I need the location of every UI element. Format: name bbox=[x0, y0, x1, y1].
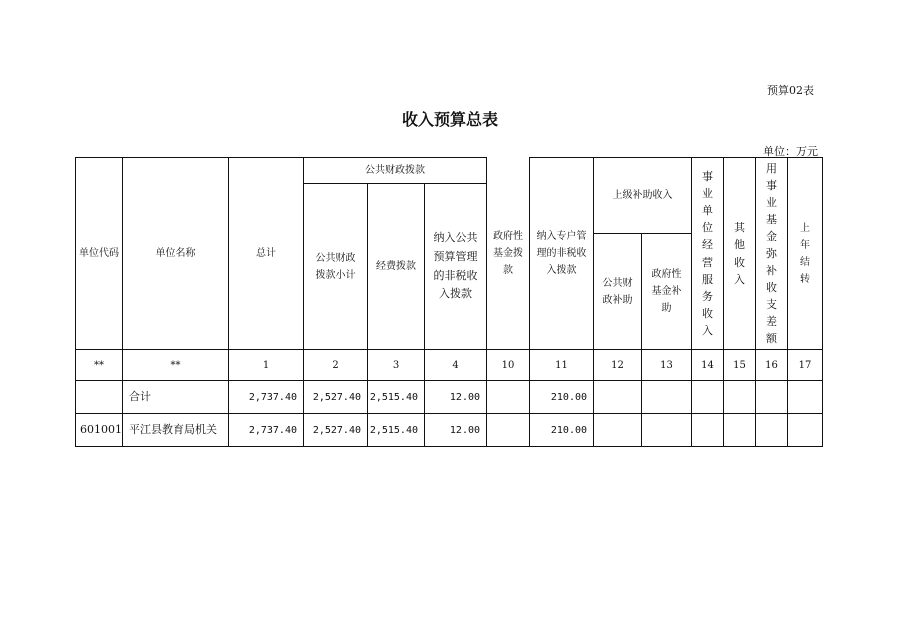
index-row bbox=[76, 350, 823, 381]
index-cell: ** bbox=[123, 350, 229, 381]
index-cell: ** bbox=[76, 350, 123, 381]
header-upper-group: 上级补助收入 bbox=[594, 158, 692, 234]
cell-carryover bbox=[788, 381, 823, 414]
cell-code: 601001 bbox=[76, 414, 123, 447]
index-cell: 17 bbox=[788, 350, 823, 381]
header-name: 单位名称 bbox=[123, 158, 229, 350]
cell-gov-fund-subsidy bbox=[642, 414, 692, 447]
unit-label: 单位：万元 bbox=[763, 145, 818, 158]
cell-fund-make-up bbox=[756, 414, 788, 447]
cell-gov-fund bbox=[487, 381, 530, 414]
cell-public-subsidy bbox=[594, 381, 642, 414]
cell-carryover bbox=[788, 414, 823, 447]
cell-public-subsidy bbox=[594, 414, 642, 447]
table-row-total bbox=[76, 381, 823, 414]
cell-name: 合计 bbox=[123, 381, 229, 414]
index-cell: 11 bbox=[530, 350, 594, 381]
cell-public-subtotal: 2,527.40 bbox=[304, 381, 368, 414]
index-cell: 10 bbox=[487, 350, 530, 381]
header-other: 其他收入 bbox=[724, 158, 756, 350]
cell-total: 2,737.40 bbox=[229, 414, 304, 447]
cell-special-nontax: 210.00 bbox=[530, 414, 594, 447]
header-gov-fund-subsidy: 政府性基金补助 bbox=[642, 234, 692, 350]
index-cell: 3 bbox=[368, 350, 425, 381]
header-business: 事业单位经营服务收入 bbox=[692, 158, 724, 350]
index-cell: 15 bbox=[724, 350, 756, 381]
cell-name: 平江县教育局机关 bbox=[123, 414, 229, 447]
index-cell: 12 bbox=[594, 350, 642, 381]
cell-public-subtotal: 2,527.40 bbox=[304, 414, 368, 447]
index-cell: 14 bbox=[692, 350, 724, 381]
cell-other bbox=[724, 414, 756, 447]
cell-code bbox=[76, 381, 123, 414]
header-expense: 经费拨款 bbox=[368, 184, 425, 350]
cell-business bbox=[692, 414, 724, 447]
header-carryover: 上年结转 bbox=[788, 158, 823, 350]
cell-gov-fund bbox=[487, 414, 530, 447]
header-special-nontax: 纳入专户管理的非税收入拨款 bbox=[530, 158, 594, 350]
header-budget-nontax: 纳入公共预算管理的非税收入拨款 bbox=[425, 184, 487, 350]
index-cell: 1 bbox=[229, 350, 304, 381]
page-title: 收入预算总表 bbox=[401, 110, 498, 129]
form-number: 预算02表 bbox=[767, 84, 814, 97]
income-budget-table bbox=[75, 157, 823, 447]
cell-special-nontax: 210.00 bbox=[530, 381, 594, 414]
cell-expense: 2,515.40 bbox=[368, 381, 425, 414]
index-cell: 13 bbox=[642, 350, 692, 381]
header-gov-fund: 政府性基金拨款 bbox=[487, 158, 530, 350]
header-public-group: 公共财政拨款 bbox=[304, 158, 487, 184]
cell-fund-make-up bbox=[756, 381, 788, 414]
cell-other bbox=[724, 381, 756, 414]
table-row-unit bbox=[76, 414, 823, 447]
cell-gov-fund-subsidy bbox=[642, 381, 692, 414]
cell-expense: 2,515.40 bbox=[368, 414, 425, 447]
index-cell: 4 bbox=[425, 350, 487, 381]
cell-budget-nontax: 12.00 bbox=[425, 414, 487, 447]
cell-total: 2,737.40 bbox=[229, 381, 304, 414]
header-code: 单位代码 bbox=[76, 158, 123, 350]
header-public-subsidy: 公共财政补助 bbox=[594, 234, 642, 350]
index-cell: 16 bbox=[756, 350, 788, 381]
header-fund-make-up: 用事业基金弥补收支差额 bbox=[756, 158, 788, 350]
header-public-subtotal: 公共财政拨款小计 bbox=[304, 184, 368, 350]
cell-business bbox=[692, 381, 724, 414]
index-cell: 2 bbox=[304, 350, 368, 381]
cell-budget-nontax: 12.00 bbox=[425, 381, 487, 414]
header-total: 总计 bbox=[229, 158, 304, 350]
